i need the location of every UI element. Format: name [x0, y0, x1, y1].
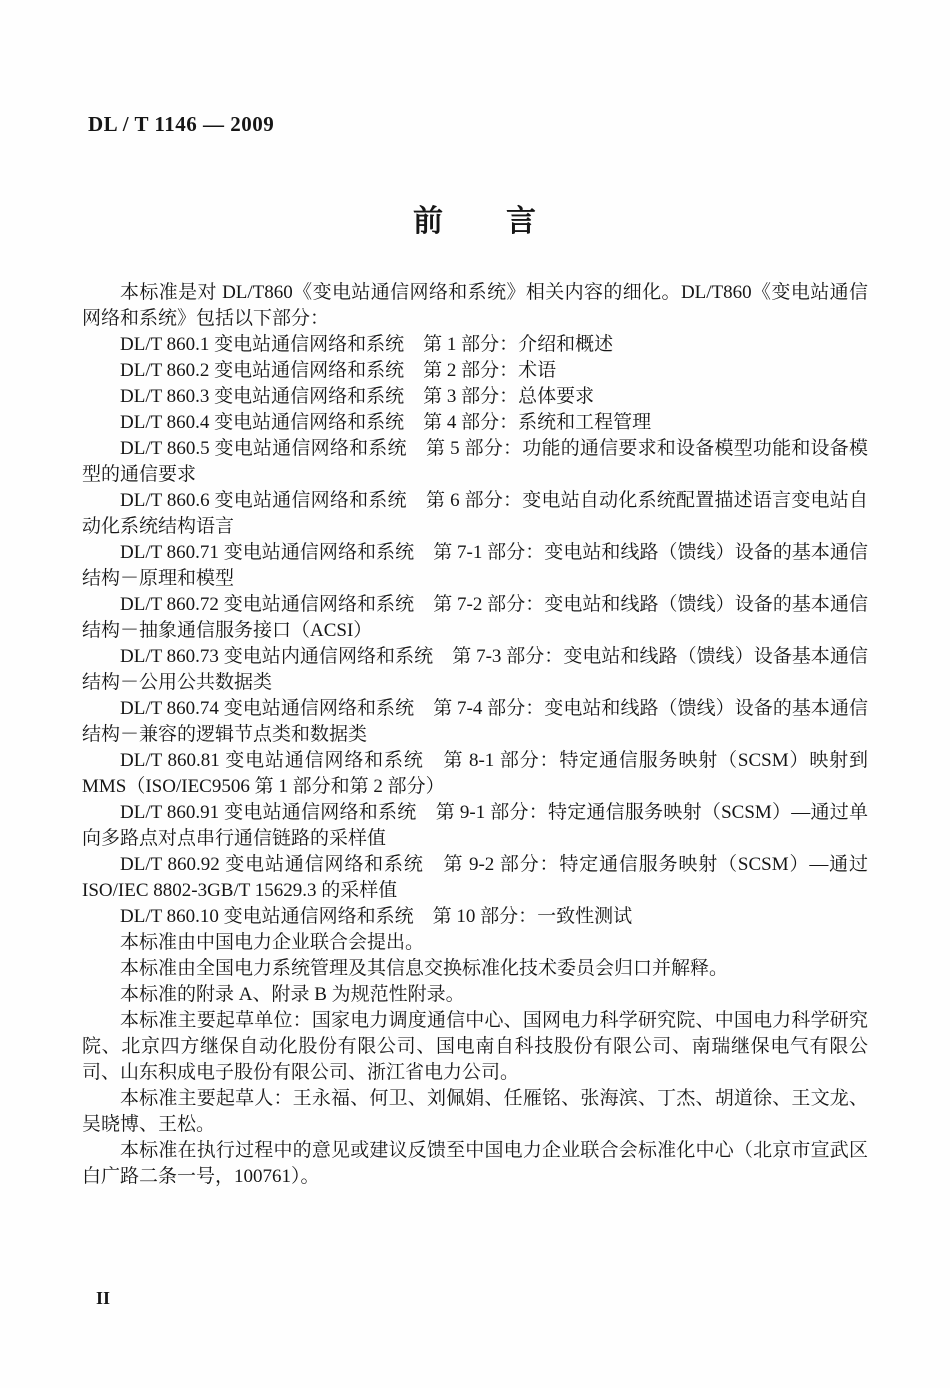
paragraph-intro: 本标准是对 DL/T860《变电站通信网络和系统》相关内容的细化。DL/T860《变电站通信网络和系统》包括以下部分：	[82, 282, 868, 329]
page-title: 前 言	[413, 205, 537, 238]
paragraph-part-7-4: DL/T 860.74 变电站通信网络和系统 第 7-4 部分：变电站和线路（馈线）设备的基本通信结构－兼容的逻辑节点类和数据类	[82, 698, 868, 745]
paragraph-part-9-1: DL/T 860.91 变电站通信网络和系统 第 9-1 部分：特定通信服务映射（SCSM）—通过单向多路点对点串行通信链路的采样值	[82, 802, 868, 849]
paragraph-drafters: 本标准主要起草人：王永福、何卫、刘佩娟、任雁铭、张海滨、丁杰、胡道徐、王文龙、吴晓博、王松。	[82, 1088, 868, 1135]
foreword-content	[82, 280, 868, 1190]
paragraph-proposed-by: 本标准由中国电力企业联合会提出。	[120, 932, 425, 953]
paragraph-part-5: DL/T 860.5 变电站通信网络和系统 第 5 部分：功能的通信要求和设备模型功能和设备模型的通信要求	[82, 438, 868, 485]
paragraph-drafting-organizations: 本标准主要起草单位：国家电力调度通信中心、国网电力科学研究院、中国电力科学研究院、北京四方继保自动化股份有限公司、国电南自科技股份有限公司、南瑞继保电气有限公司、山东积成电子股份有限公司、浙江省电力公司。	[82, 1010, 868, 1083]
paragraph-appendices: 本标准的附录 A、附录 B 为规范性附录。	[120, 984, 465, 1005]
paragraph-part-4: DL/T 860.4 变电站通信网络和系统 第 4 部分：系统和工程管理	[120, 412, 652, 433]
paragraph-managed-by: 本标准由全国电力系统管理及其信息交换标准化技术委员会归口并解释。	[120, 958, 729, 979]
paragraph-part-8-1: DL/T 860.81 变电站通信网络和系统 第 8-1 部分：特定通信服务映射（SCSM）映射到 MMS（ISO/IEC9506 第 1 部分和第 2 部分）	[82, 750, 868, 797]
paragraph-part-7-1: DL/T 860.71 变电站通信网络和系统 第 7-1 部分：变电站和线路（馈线）设备的基本通信结构－原理和模型	[82, 542, 868, 589]
paragraph-part-2: DL/T 860.2 变电站通信网络和系统 第 2 部分：术语	[120, 360, 557, 381]
paragraph-part-9-2: DL/T 860.92 变电站通信网络和系统 第 9-2 部分：特定通信服务映射（SCSM）—通过 ISO/IEC 8802-3GB/T 15629.3 的采样值	[82, 854, 868, 901]
paragraph-part-6: DL/T 860.6 变电站通信网络和系统 第 6 部分：变电站自动化系统配置描述语言变电站自动化系统结构语言	[82, 490, 868, 537]
paragraph-feedback-address: 本标准在执行过程中的意见或建议反馈至中国电力企业联合会标准化中心（北京市宣武区白广路二条一号，100761）。	[82, 1140, 868, 1187]
paragraph-part-3: DL/T 860.3 变电站通信网络和系统 第 3 部分：总体要求	[120, 386, 595, 407]
paragraph-part-1: DL/T 860.1 变电站通信网络和系统 第 1 部分：介绍和概述	[120, 334, 614, 355]
paragraph-part-7-2: DL/T 860.72 变电站通信网络和系统 第 7-2 部分：变电站和线路（馈线）设备的基本通信结构－抽象通信服务接口（ACSI）	[82, 594, 868, 641]
standard-number: DL / T 1146 — 2009	[88, 112, 275, 136]
page-number: II	[96, 1288, 111, 1308]
paragraph-part-10: DL/T 860.10 变电站通信网络和系统 第 10 部分：一致性测试	[120, 906, 633, 927]
paragraph-part-7-3: DL/T 860.73 变电站内通信网络和系统 第 7-3 部分：变电站和线路（馈线）设备基本通信结构－公用公共数据类	[82, 646, 868, 693]
